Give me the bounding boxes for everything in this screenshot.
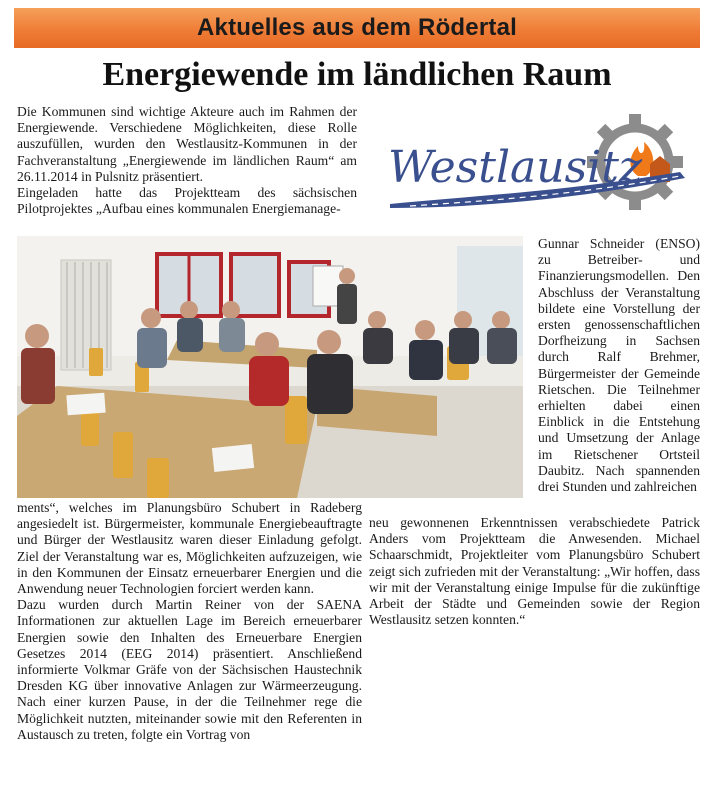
event-photo [17, 236, 523, 498]
intro-paragraph-2: Eingeladen hatte das Projektteam des sächsischen Pilotprojektes „Aufbau eines kommunalen Energiemanage- [17, 185, 357, 217]
intro-paragraph-1: Die Kommunen sind wichtige Akteure auch im Rahmen der Energiewende. Verschiedene Möglichkeiten, diese Rolle auszufüllen, wurden den Westlausitz-Kommunen in der Fachveranstaltung „Energiewende im ländlichen Raum“ am 26.11.2014 in Pulsnitz präsentiert. [17, 104, 357, 184]
article-intro [17, 104, 357, 217]
left-paragraph-1: ments“, welches im Planungsbüro Schubert in Radeberg angesiedelt ist. Bürgermeister, kommunale Energiebeauftragte und Bürger der Westlausitz waren dieser Einladung gefolgt. Ziel der Veranstaltung war es, Möglichkeiten aufzuzeigen, wie in den Kommunen der Einsatz erneuerbarer Energien und die Anwendung neuer Technologien forciert werden kann. [17, 500, 362, 597]
left-paragraph-2: Dazu wurden durch Martin Reiner von der SAENA Informationen zur aktuellen Lage im Bereich erneuerbarer Energien sowie den Inhalten des Erneuerbare Energien Gesetzes 2014 (EEG 2014) präsentiert. Anschließend informierte Volkmar Gräfe von der Sächsischen Haustechnik Dresden KG über innovative Anlagen zur Wärmeerzeugung. Nach einer kurzen Pause, in der die Teilnehmer rege die Möglichkeit nutzten, miteinander sowie mit den Referenten in Austausch zu treten, folgte ein Vortrag von [17, 597, 362, 742]
section-banner-title: Aktuelles aus dem Rödertal [197, 14, 517, 41]
section-banner [14, 8, 700, 48]
logo-wordmark: Westlausitz [388, 142, 643, 193]
westlausitz-logo [380, 112, 700, 217]
meeting-photo-illustration [17, 236, 523, 498]
article-column-right-top: Gunnar Schneider (ENSO) zu Betreiber- und Finanzierungsmodellen. Den Abschluss der Veranstaltung bildete eine Vorstellung der ersten genossenschaftlichen Dorfheizung in Sachsen durch Ralf Brehmer, Bürgermeister der Gemeinde Rietschen. Die Teilnehmer erhielten dabei einen Einblick in die Entstehung und Umsetzung der Anlage im Rietschener Ortsteil Daubitz. Nach spannenden drei Stunden und zahlreichen [538, 236, 700, 495]
article-column-left [17, 500, 362, 743]
article-column-right-bottom: neu gewonnenen Erkenntnissen verabschiedete Patrick Anders vom Projektteam die Anwesenden. Michael Schaarschmidt, Projektleiter vom Planungsbüro Schubert zeigt sich zufrieden mit der Veranstaltung: „Wir hoffen, dass wir mit der Veranstaltung einige Impulse für die zukünftige Arbeit der Städte und Gemeinden sowie der Region Westlausitz setzen konnten.“ [369, 515, 700, 628]
article-headline: Energiewende im ländlichen Raum [102, 56, 612, 93]
